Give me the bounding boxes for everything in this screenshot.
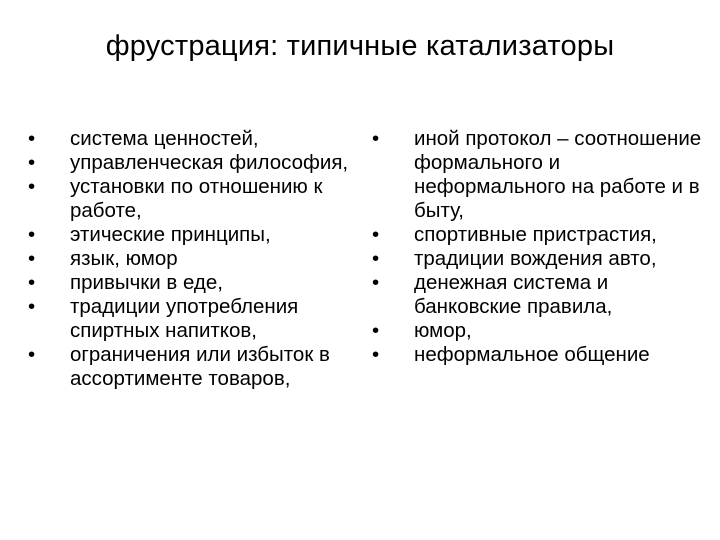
list-item-text: спортивные пристрастия, bbox=[414, 223, 657, 246]
bullet-icon: • bbox=[28, 151, 36, 174]
bullet-icon: • bbox=[372, 127, 380, 150]
bullet-icon: • bbox=[372, 343, 380, 366]
bullet-icon: • bbox=[28, 247, 36, 270]
right-bullet-list bbox=[372, 127, 712, 367]
list-item bbox=[372, 223, 712, 247]
bullet-icon: • bbox=[28, 343, 36, 366]
bullet-icon: • bbox=[28, 175, 36, 198]
list-item bbox=[28, 247, 358, 271]
list-item-text: ограничения или избыток в ассортименте товаров, bbox=[70, 343, 330, 390]
bullet-icon: • bbox=[372, 223, 380, 246]
list-item bbox=[372, 319, 712, 343]
bullet-icon: • bbox=[372, 271, 380, 294]
list-item bbox=[372, 271, 712, 319]
list-item bbox=[28, 295, 358, 343]
list-item bbox=[28, 151, 358, 175]
list-item-text: привычки в еде, bbox=[70, 271, 223, 294]
list-item bbox=[28, 223, 358, 247]
list-item-text: традиции вождения авто, bbox=[414, 247, 657, 270]
list-item-text: неформальное общение bbox=[414, 343, 650, 366]
list-item bbox=[28, 271, 358, 295]
bullet-icon: • bbox=[28, 271, 36, 294]
list-item bbox=[28, 343, 358, 391]
list-item-text: этические принципы, bbox=[70, 223, 271, 246]
list-item-text: система ценностей, bbox=[70, 127, 259, 150]
list-item-text: денежная система и банковские правила, bbox=[414, 271, 613, 318]
list-item-text: традиции употребления спиртных напитков, bbox=[70, 295, 299, 342]
list-item-text: установки по отношению к работе, bbox=[70, 175, 323, 222]
list-item bbox=[28, 175, 358, 223]
list-item bbox=[372, 247, 712, 271]
bullet-icon: • bbox=[28, 223, 36, 246]
list-item-text: юмор, bbox=[414, 319, 472, 342]
bullet-icon: • bbox=[28, 127, 36, 150]
bullet-icon: • bbox=[372, 247, 380, 270]
slide-title: фрустрация: типичные катализаторы bbox=[105, 30, 615, 62]
bullet-icon: • bbox=[372, 319, 380, 342]
list-item-text: язык, юмор bbox=[70, 247, 178, 270]
list-item bbox=[372, 343, 712, 367]
left-bullet-list bbox=[28, 127, 358, 391]
list-item-text: иной протокол – соотношение формального и неформального на работе и в быту, bbox=[414, 127, 702, 222]
list-item bbox=[372, 127, 712, 223]
list-item bbox=[28, 127, 358, 151]
bullet-icon: • bbox=[28, 295, 36, 318]
list-item-text: управленческая философия, bbox=[70, 151, 349, 174]
